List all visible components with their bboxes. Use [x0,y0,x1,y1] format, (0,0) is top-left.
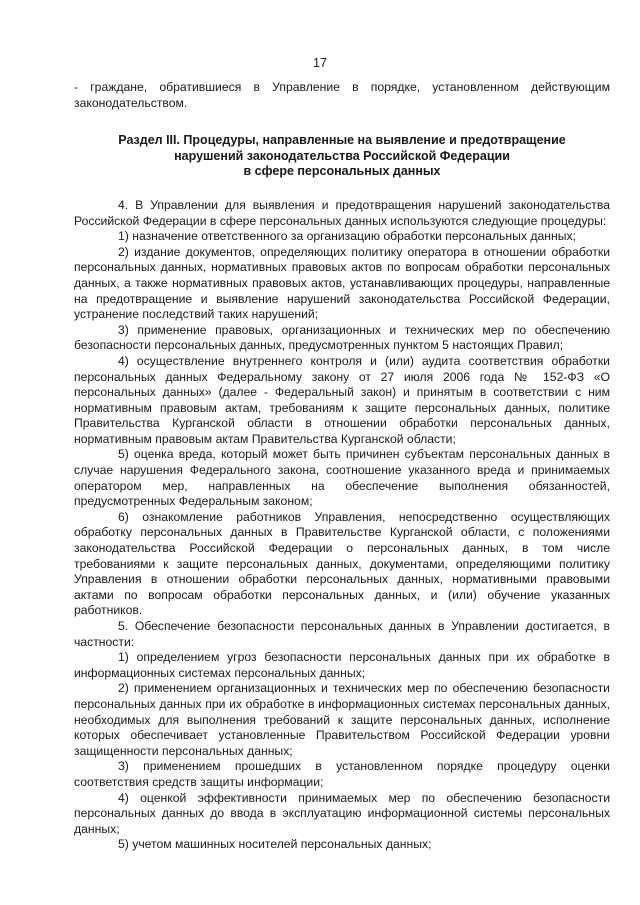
list-item-5-1: 1) определением угроз безопасности персональных данных при их обработке в информационных системах персональных данных; [74,650,610,680]
paragraph-4: 4. В Управлении для выявления и предотвращения нарушений законодательства Российской Федерации в сфере персональных данных используются следующие процедуры: [74,197,610,228]
list-item-5-5: 5) учетом машинных носителей персональных данных; [118,837,432,852]
document-body [74,80,610,853]
list-item-4-5: 5) оценка вреда, который может быть причинен субъектам персональных данных в случае нарушения Федерального закона, соотношение указанного вреда и принимаемых оператором мер, направленных на обеспечение выполнения обязанностей, предусмотренных Федеральным законом; [74,447,610,509]
list-item-5-2: 2) применением организационных и технических мер по обеспечению безопасности персональных данных при их обработке в информационных системах персональных данных, необходимых для выполнения требований к защите персональных данных, исполнение которых обеспечивает установленные Правительством Российской Федерации уровни защищенности персональных данных; [74,681,610,758]
list-item-4-6: 6) ознакомление работников Управления, непосредственно осуществляющих обработку персональных данных в Правительстве Курганской области, с положениями законодательства Российской Федерации о персональных данных, в том числе требованиями к защите персональных данных, документами, определяющими политику Управления в отношении обработки персональных данных, нормативными правовыми актами по вопросам обработки персональных данных, и (или) обучение указанных работников. [74,509,610,618]
list-item-4-2: 2) издание документов, определяющих политику оператора в отношении обработки персональных данных, нормативных правовых актов по вопросам обработки персональных данных, а также нормативных правовых актов, устанавливающих процедуры, направленные на предотвращение и выявление нарушений законодательства Российской Федерации, устранение последствий таких нарушений; [74,244,610,322]
list-item-5-3: 3) применением прошедших в установленном порядке процедуру оценки соответствия средств защиты информации; [74,759,610,789]
intro-paragraph: - граждане, обратившиеся в Управление в порядке, установленном действующим законодательством. [74,80,610,110]
section-heading-line-2: нарушений законодательства Российской Федерации [174,148,510,163]
paragraph-5: 5. Обеспечение безопасности персональных данных в Управлении достигается, в частности: [74,619,610,649]
list-item-4-3: 3) применение правовых, организационных и технических мер по обеспечению безопасности персональных данных, предусмотренных пунктом 5 настоящих Правил; [74,322,610,353]
list-item-4-1: 1) назначение ответственного за организацию обработки персональных данных; [118,229,576,244]
list-item-5-4: 4) оценкой эффективности принимаемых мер по обеспечению безопасности персональных данных до ввода в эксплуатацию информационной системы персональных данных; [74,790,610,836]
section-heading [74,133,610,180]
page-number: 17 [313,56,327,70]
list-item-4-4: 4) осуществление внутреннего контроля и (или) аудита соответствия обработки персональных данных Федеральному закону от 27 июля 2006 года № 152-ФЗ «О персональных данных» (далее - Федеральный закон) и принятым в соответствии с ним нормативным правовым актам, требованиям к защите персональных данных, политике Правительства Курганской области в отношении обработки персональных данных, нормативным правовым актам Правительства Курганской области; [74,353,610,446]
section-heading-line-3: в сфере персональных данных [243,164,441,179]
section-heading-line-1: Раздел III. Процедуры, направленные на выявление и предотвращение [118,133,566,148]
